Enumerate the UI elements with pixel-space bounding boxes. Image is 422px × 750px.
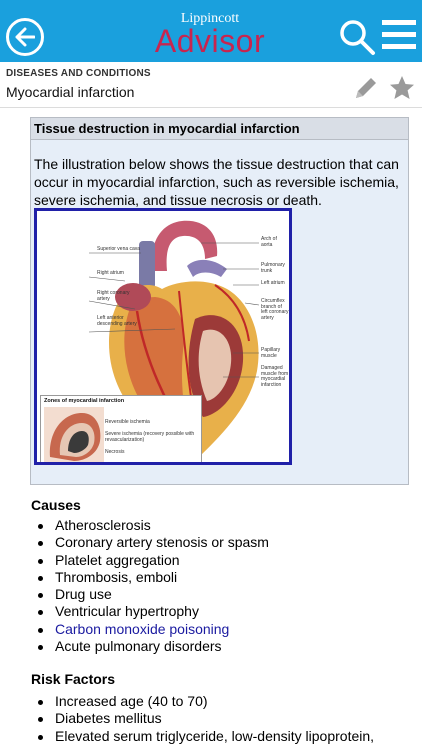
info-box [30, 117, 409, 485]
hamburger-menu-icon [380, 18, 418, 52]
brand-small-text: Lippincott [180, 11, 240, 26]
label-right-coronary-artery: Right coronary artery [97, 290, 130, 302]
risk-factors-list [55, 693, 374, 745]
page-title: Myocardial infarction [6, 84, 135, 100]
search-icon [338, 18, 376, 56]
list-item: Atherosclerosis [55, 517, 269, 534]
favorite-button[interactable] [388, 74, 416, 102]
info-box-text: The illustration below shows the tissue destruction that can occur in myocardial infarction, such as reversible ischemia, severe ischemia, and tissue necrosis or death. [34, 156, 399, 208]
label-lad-artery: Left anterior descending artery [97, 315, 137, 327]
heart-illustration[interactable] [34, 208, 292, 465]
infarction-zones-inset [40, 395, 202, 465]
label-reversible-ischemia: Reversible ischemia [105, 419, 150, 425]
list-item: Thrombosis, emboli [55, 569, 269, 586]
carbon-monoxide-link[interactable]: Carbon monoxide poisoning [55, 621, 269, 638]
pencil-icon [352, 74, 380, 102]
label-circumflex-branch: Circumflex branch of left coronary artery [261, 298, 289, 321]
label-arch-of-aorta: Arch of aorta [261, 236, 277, 248]
risk-factors-heading: Risk Factors [31, 671, 116, 687]
app-header [0, 0, 422, 62]
label-superior-vena-cava: Superior vena cava [97, 246, 141, 252]
causes-heading: Causes [31, 497, 81, 513]
list-item: Diabetes mellitus [55, 710, 374, 727]
list-item: Elevated serum triglyceride, low-density lipoprotein, [55, 727, 375, 744]
label-damaged-muscle: Damaged muscle from myocardial infarction [261, 365, 289, 388]
star-icon [388, 74, 416, 102]
zones-drawing [44, 407, 104, 463]
list-item: Increased age (40 to 70) [55, 693, 374, 710]
list-item: Drug use [55, 586, 269, 603]
label-right-atrium: Right atrium [97, 270, 124, 276]
inset-title: Zones of myocardial infarction [44, 398, 125, 404]
label-severe-ischemia: Severe ischemia (recovery possible with revascularization) [105, 431, 195, 443]
label-necrosis: Necrosis [105, 449, 125, 455]
info-box-title: Tissue destruction in myocardial infarction [31, 118, 408, 140]
label-pulmonary-trunk: Pulmonary trunk [261, 262, 285, 274]
back-button[interactable] [6, 18, 44, 56]
breadcrumb-section[interactable]: DISEASES AND CONDITIONS [6, 68, 151, 79]
causes-list [55, 517, 269, 655]
list-item: Ventricular hypertrophy [55, 603, 269, 620]
label-left-atrium: Left atrium [261, 280, 285, 286]
list-item: Platelet aggregation [55, 552, 269, 569]
article-content [0, 108, 422, 750]
label-papillary-muscle: Papillary muscle [261, 347, 281, 359]
app-logo [140, 11, 280, 59]
list-item: Acute pulmonary disorders [55, 638, 269, 655]
menu-button[interactable] [380, 18, 418, 52]
list-item: Coronary artery stenosis or spasm [55, 534, 269, 551]
arrow-left-icon [15, 27, 35, 47]
annotate-button[interactable] [352, 74, 380, 102]
search-button[interactable] [338, 18, 376, 56]
brand-big-text: Advisor [154, 23, 266, 59]
